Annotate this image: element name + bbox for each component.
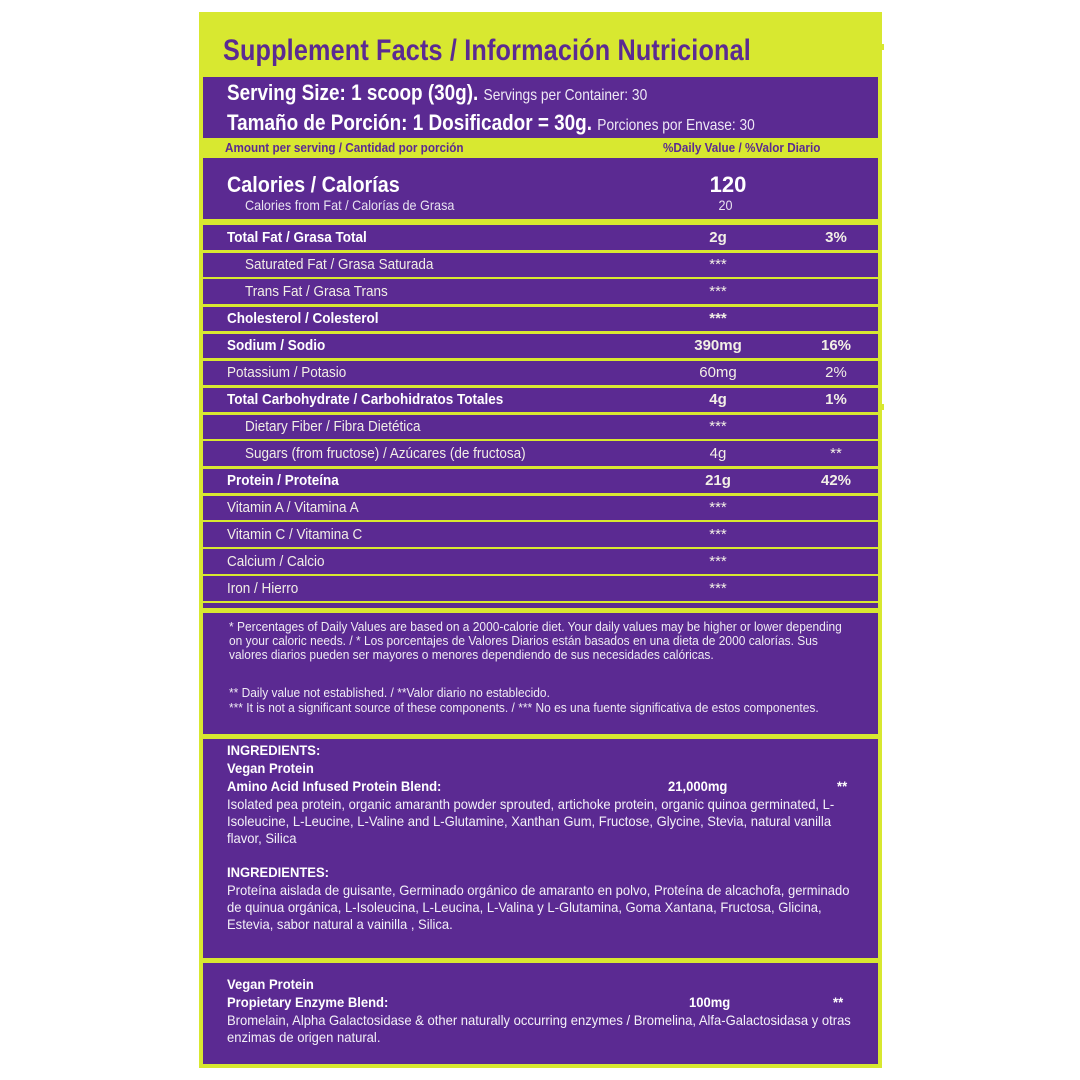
calories-label: Calories / Calorías (227, 172, 400, 197)
label-title: Supplement Facts / Información Nutricional (223, 34, 751, 67)
nutrient-amount: *** (709, 418, 727, 435)
nutrient-label: Total Carbohydrate / Carbohidratos Totales (227, 391, 504, 408)
nutrient-amount: 2g (709, 229, 727, 246)
serving-size-es-main: Tamaño de Porción: 1 Dosificador = 30g. (227, 110, 593, 135)
nutrient-row (203, 333, 878, 359)
nutrient-daily-value: ** (830, 445, 842, 462)
calories-from-fat-value: 20 (718, 197, 733, 213)
nutrient-row (203, 414, 878, 440)
nutrient-row (203, 387, 878, 413)
nutrient-amount: *** (709, 499, 727, 516)
nutrient-daily-value: 3% (825, 229, 847, 246)
ingredients-product: Vegan Protein (227, 760, 314, 776)
footnote-not-established: ** Daily value not established. / **Valor diario no establecido. (229, 685, 550, 700)
amount-per-serving-label: Amount per serving / Cantidad por porción (225, 140, 464, 155)
footnote-daily-values: * Percentages of Daily Values are based on a 2000-calorie diet. Your daily values may be higher or lower depending on your caloric needs. / * Los porcentajes de Valores Diarios están basados en una dieta de 2000 calorías. Sus valores diarios pueden ser mayores o menores dependiendo de sus necesidades calóricas. (229, 619, 842, 662)
daily-value-header: %Daily Value / %Valor Diario (663, 140, 821, 155)
nutrient-row (203, 441, 878, 467)
nutrient-amount: 60mg (699, 364, 737, 381)
ingredients-text-en: Isolated pea protein, organic amaranth powder sprouted, artichoke protein, organic quinoa germinated, L-Isoleucine, L-Leucine, L-Valine and L-Glutamine, Xanthan Gum, Fructose, Glycine, Stevia, natural vanilla flavor, Silica (227, 796, 835, 846)
nutrient-amount: *** (709, 256, 727, 273)
ingredients-divider (203, 734, 878, 739)
supplement-facts-label (199, 12, 882, 1068)
ingredients-text-es: Proteína aislada de guisante, Germinado orgánico de amaranto en polvo, Proteína de alcachofa, germinado de quinua orgánica, L-Isoleucina, L-Leucina, L-Valina y L-Glutamina, Goma Xantana, Fructosa, Glicina, Estevia, sabor natural a vainilla , Silica. (227, 882, 850, 932)
nutrient-daily-value: 16% (820, 337, 852, 354)
nutrient-amount: 390mg (694, 337, 742, 354)
calories-from-fat-label: Calories from Fat / Calorías de Grasa (245, 197, 455, 213)
enzyme-blend-label: Propietary Enzyme Blend: (227, 994, 389, 1010)
servings-per-container: Servings per Container: 30 (483, 87, 648, 104)
nutrient-amount: *** (709, 580, 727, 597)
amino-blend-amount: 21,000mg (668, 778, 728, 794)
nutrient-label: Saturated Fat / Grasa Saturada (245, 256, 434, 273)
nutrient-row (203, 279, 878, 305)
enzyme-product: Vegan Protein (227, 976, 314, 992)
amino-blend-label: Amino Acid Infused Protein Blend: (227, 778, 442, 794)
nutrient-row (203, 360, 878, 386)
nutrient-row (203, 468, 878, 494)
amount-per-serving-bar (203, 138, 878, 158)
nutrient-label: Dietary Fiber / Fibra Dietética (245, 418, 421, 435)
nutrient-amount: *** (709, 310, 727, 327)
enzyme-blend-amount: 100mg (689, 994, 731, 1010)
nutrient-row (203, 252, 878, 278)
row-divider (203, 601, 878, 603)
ingredients-heading: INGREDIENTS: (227, 742, 321, 758)
nutrient-label: Cholesterol / Colesterol (227, 310, 379, 327)
serving-size-en (227, 80, 647, 106)
ingredientes-heading: INGREDIENTES: (227, 864, 330, 880)
nutrient-label: Potassium / Potasio (227, 364, 347, 381)
enzyme-blend-dv: ** (833, 994, 844, 1010)
nutrient-amount: 21g (705, 472, 731, 489)
nutrient-label: Vitamin A / Vitamina A (227, 499, 359, 516)
title-band (203, 16, 878, 77)
nutrient-label: Total Fat / Grasa Total (227, 229, 367, 246)
nutrient-label: Sugars (from fructose) / Azúcares (de fructosa) (245, 445, 526, 462)
nutrient-daily-value: 1% (825, 391, 847, 408)
nutrient-daily-value: 2% (825, 364, 847, 381)
amino-blend-dv: ** (837, 778, 848, 794)
nutrient-row (203, 576, 878, 602)
nutrient-row (203, 522, 878, 548)
calories-value: 120 (709, 172, 747, 197)
enzyme-text: Bromelain, Alpha Galactosidase & other naturally occurring enzymes / Bromelina, Alfa-Galactosidasa y otras enzimas de origen natural. (227, 1012, 851, 1045)
nutrient-label: Vitamin C / Vitamina C (227, 526, 363, 543)
enzyme-divider (203, 958, 878, 963)
serving-size-es (227, 110, 755, 136)
porciones-por-envase: Porciones por Envase: 30 (597, 117, 755, 134)
nutrient-label: Sodium / Sodio (227, 337, 326, 354)
nutrient-label: Protein / Proteína (227, 472, 339, 489)
nutrient-row (203, 225, 878, 251)
footnote-not-significant: *** It is not a significant source of these components. / *** No es una fuente significativa de estos componentes. (229, 700, 819, 715)
serving-size-en-main: Serving Size: 1 scoop (30g). (227, 80, 479, 105)
footnote-divider (203, 608, 878, 613)
nutrient-row (203, 495, 878, 521)
nutrient-daily-value: 42% (820, 472, 852, 489)
nutrient-amount: *** (709, 526, 727, 543)
nutrient-label: Calcium / Calcio (227, 553, 325, 570)
nutrient-row (203, 549, 878, 575)
nutrient-amount: *** (709, 283, 727, 300)
nutrient-label: Iron / Hierro (227, 580, 299, 597)
nutrient-amount: 4g (709, 445, 727, 462)
nutrient-amount: 4g (709, 391, 727, 408)
nutrient-amount: *** (709, 553, 727, 570)
nutrient-row (203, 306, 878, 332)
nutrient-label: Trans Fat / Grasa Trans (245, 283, 388, 300)
